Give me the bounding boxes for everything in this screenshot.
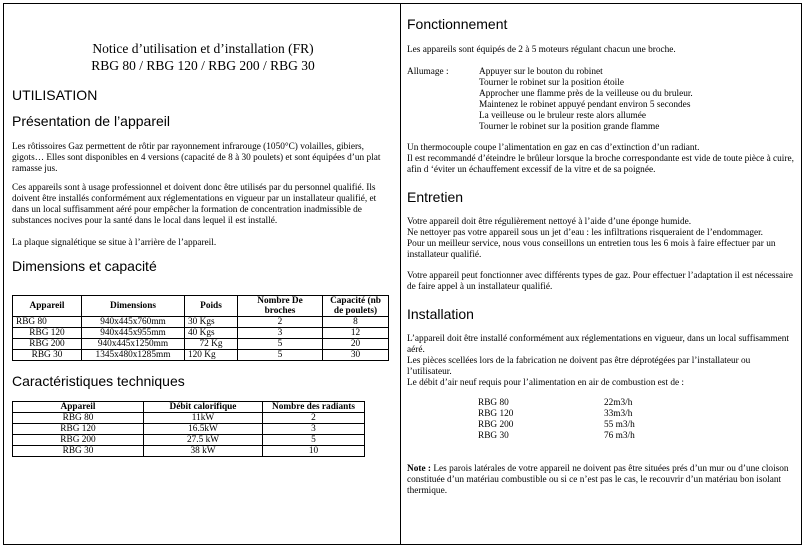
left-column — [12, 4, 394, 457]
debit-model: RBG 200 — [478, 420, 514, 430]
table-row — [13, 424, 365, 435]
cell-debit: 11kW — [144, 413, 263, 424]
presentation-para-1: Les rôtissoires Gaz permettent de rôtir par rayonnement infrarouge (1050°C) volailles, gibiers, gigots… Elles sont disponibles en 4 versions (capacité de 8 à 30 poulets) et sont équipées d’un plat ramasse jus. — [12, 142, 381, 174]
cell-poids: 72 Kg — [185, 339, 238, 350]
installation-para-2: Les pièces scellées lors de la fabrication ne doivent pas être déprotégées par l’installateur ou l’utilisateur. — [407, 356, 751, 377]
cell-appareil: RBG 30 — [13, 350, 82, 361]
col-poids: Poids — [185, 296, 238, 317]
entretien-para-1: Votre appareil doit être régulièrement nettoyé à l’aide d’une éponge humide. — [407, 217, 692, 227]
installation-para-1: L’appareil doit être installé conformément aux réglementations en vigueur, dans un local suffisamment aéré. — [407, 334, 789, 355]
table-row — [478, 431, 635, 442]
note-text: Les parois latérales de votre appareil ne doivent pas être situées prés d’un mur ou d’une cloison constituée d’un matériau combustible ou si ce n’est pas le cas, le recouvrir d’un matériau bon isolant thermique. — [407, 464, 789, 496]
debit-value: 33m3/h — [604, 409, 633, 419]
cell-broches: 5 — [238, 350, 323, 361]
list-item: Tourner le robinet sur la position étoile — [479, 78, 624, 88]
table-row — [13, 413, 365, 424]
table-row — [13, 317, 389, 328]
col-appareil: Appareil — [13, 402, 144, 413]
debit-model: RBG 30 — [478, 431, 509, 441]
presentation-para-3: La plaque signalétique se situe à l’arrière de l’appareil. — [12, 238, 217, 248]
cell-dimensions: 1345x480x1285mm — [82, 350, 185, 361]
cell-poids: 30 Kgs — [185, 317, 238, 328]
right-column — [407, 4, 797, 497]
allumage-steps — [479, 67, 797, 133]
fonctionnement-para-2: Un thermocouple coupe l’alimentation en gaz en cas d’extinction d’un radiant. — [407, 143, 700, 153]
table-row — [13, 339, 389, 350]
list-item: Tourner le robinet sur la position grande flamme — [479, 122, 660, 132]
cell-dimensions: 940x445x1250mm — [82, 339, 185, 350]
heading-installation: Installation — [407, 306, 474, 322]
table-row — [478, 420, 635, 431]
debit-value: 55 m3/h — [604, 420, 635, 430]
tech-table-header — [13, 402, 365, 413]
heading-entretien: Entretien — [407, 189, 464, 205]
heading-caracteristiques: Caractéristiques techniques — [12, 373, 185, 389]
table-row — [13, 328, 389, 339]
table-row — [478, 409, 635, 420]
debit-value: 22m3/h — [604, 398, 633, 408]
section-utilisation: UTILISATION — [12, 87, 98, 103]
cell-broches: 3 — [238, 328, 323, 339]
cell-poids: 120 Kg — [185, 350, 238, 361]
cell-radiants: 5 — [263, 435, 365, 446]
dimensions-table — [12, 295, 389, 361]
cell-debit: 27.5 kW — [144, 435, 263, 446]
cell-dimensions: 940x445x760mm — [82, 317, 185, 328]
cell-appareil: RBG 30 — [13, 446, 144, 457]
cell-debit: 38 kW — [144, 446, 263, 457]
document-title — [12, 40, 394, 74]
entretien-para-2: Ne nettoyer pas votre appareil sous un jet d’eau : les infiltrations risqueraient de l’endommager. — [407, 228, 764, 238]
debit-air-table — [478, 398, 635, 442]
installation-note — [407, 464, 797, 497]
dimensions-table-header — [13, 296, 389, 317]
debit-model: RBG 120 — [478, 409, 514, 419]
col-capacite: Capacité (nb de poulets) — [323, 296, 389, 317]
cell-dimensions: 940x445x955mm — [82, 328, 185, 339]
title-line-2: RBG 80 / RBG 120 / RBG 200 / RBG 30 — [91, 58, 315, 73]
entretien-para-4: Votre appareil peut fonctionner avec différents types de gaz. Pour effectuer l’adaptation il est nécessaire de faire appel à un installateur qualifié. — [407, 271, 793, 292]
cell-appareil: RBG 200 — [13, 435, 144, 446]
title-line-1: Notice d’utilisation et d’installation (FR) — [92, 41, 314, 56]
list-item: Maintenez le robinet appuyé pendant environ 5 secondes — [479, 100, 691, 110]
table-row — [13, 435, 365, 446]
cell-appareil: RBG 200 — [13, 339, 82, 350]
fonctionnement-para-1: Les appareils sont équipés de 2 à 5 moteurs régulant chacun une broche. — [407, 45, 676, 55]
list-item: Approcher une flamme près de la veilleuse ou du bruleur. — [479, 89, 693, 99]
table-row — [13, 446, 365, 457]
col-appareil: Appareil — [13, 296, 82, 317]
heading-presentation: Présentation de l’appareil — [12, 113, 170, 129]
list-item: Appuyer sur le bouton du robinet — [479, 67, 603, 77]
table-row — [13, 350, 389, 361]
table-row — [478, 398, 635, 409]
col-debit: Débit calorifique — [144, 402, 263, 413]
tech-table — [12, 401, 365, 457]
cell-appareil: RBG 80 — [13, 413, 144, 424]
installation-para-3: Le débit d’air neuf requis pour l’alimentation en air de combustion est de : — [407, 378, 685, 388]
cell-appareil: RBG 120 — [13, 424, 144, 435]
cell-broches: 2 — [238, 317, 323, 328]
col-broches: Nombre De broches — [238, 296, 323, 317]
col-dimensions: Dimensions — [82, 296, 185, 317]
debit-value: 76 m3/h — [604, 431, 635, 441]
debit-model: RBG 80 — [478, 398, 509, 408]
presentation-para-2: Ces appareils sont à usage professionnel et doivent donc être utilisés par du personnel qualifié. Ils doivent être installés conformément aux réglementations en vigueur par un installateur qualifié, et dans un local suffisamment aéré pour empêcher la formation de concentration inadmissible de substances nocives pour la santé dans le local dans lequel il est installé. — [12, 183, 377, 226]
heading-fonctionnement: Fonctionnement — [407, 16, 508, 32]
cell-debit: 16.5kW — [144, 424, 263, 435]
col-radiants: Nombre des radiants — [263, 402, 365, 413]
cell-capacite: 30 — [323, 350, 389, 361]
cell-appareil: RBG 80 — [13, 317, 82, 328]
cell-broches: 5 — [238, 339, 323, 350]
allumage-label: Allumage : — [407, 67, 449, 77]
fonctionnement-para-3: Il est recommandé d’éteindre le brûleur lorsque la broche correspondante est vide de toute pièce à cuire, afin d ‘éviter un échauffement excessif de la vitre et de sa poignée. — [407, 154, 794, 175]
cell-radiants: 10 — [263, 446, 365, 457]
heading-dimensions: Dimensions et capacité — [12, 258, 157, 274]
cell-capacite: 8 — [323, 317, 389, 328]
column-divider — [400, 3, 401, 545]
note-label: Note : — [407, 464, 432, 474]
cell-capacite: 12 — [323, 328, 389, 339]
list-item: La veilleuse ou le bruleur reste alors allumée — [479, 111, 647, 121]
cell-radiants: 2 — [263, 413, 365, 424]
cell-appareil: RBG 120 — [13, 328, 82, 339]
entretien-para-3: Pour un meilleur service, nous vous conseillons un entretien tous les 6 mois à faire effectuer par un installateur qualifié. — [407, 239, 776, 260]
cell-poids: 40 Kgs — [185, 328, 238, 339]
cell-capacite: 20 — [323, 339, 389, 350]
cell-radiants: 3 — [263, 424, 365, 435]
allumage-block — [407, 67, 797, 133]
